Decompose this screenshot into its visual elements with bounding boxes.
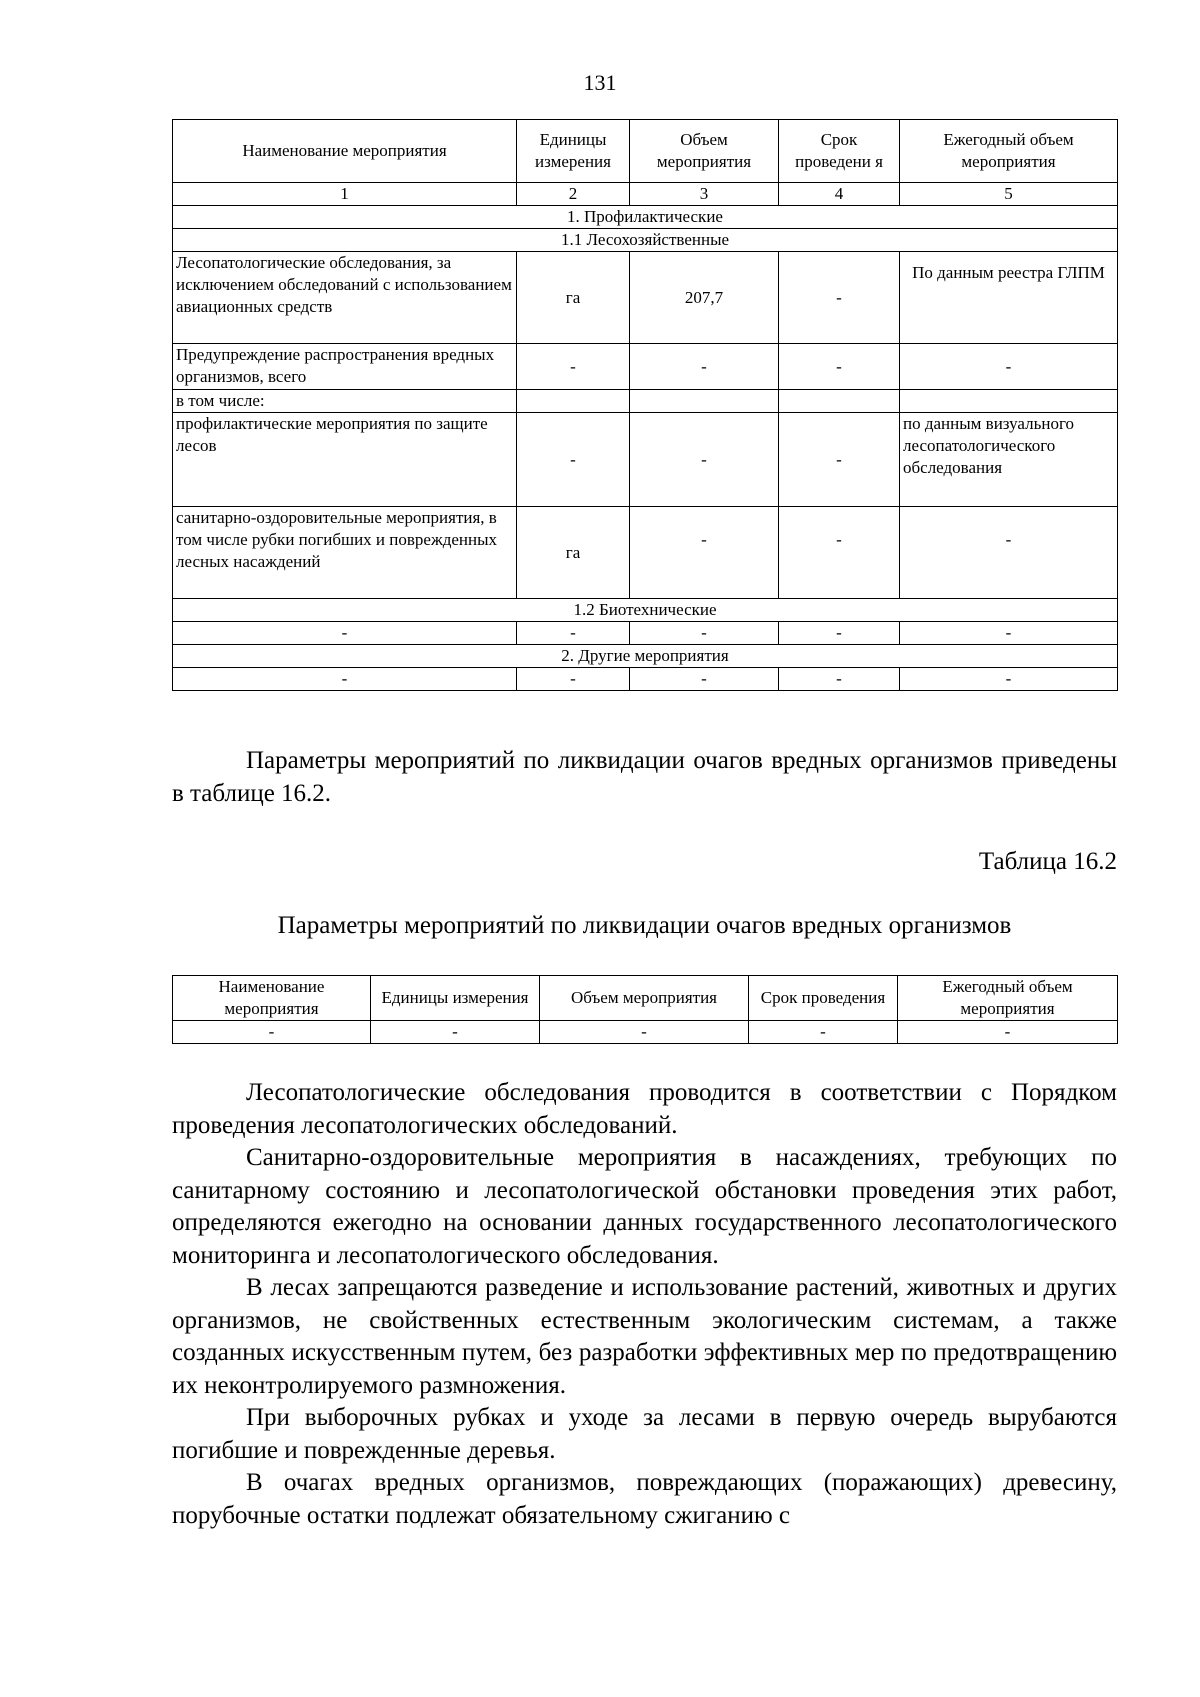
measure-unit: га [517,507,630,599]
table-row [173,413,1118,507]
table-header-row [173,120,1118,183]
measure-volume [630,390,779,413]
table-cell: - [173,1021,371,1044]
header-cell: Объем мероприятия [540,976,749,1021]
table-row [173,390,1118,413]
table-cell: - [540,1021,749,1044]
measure-unit [517,390,630,413]
measure-unit: - [517,413,630,507]
measure-name: санитарно-оздоровительные мероприятия, в том числе рубки погибших и поврежденных лесных насаждений [173,507,517,599]
table-row [173,1021,1118,1044]
table-label: Таблица 16.2 [978,848,1117,875]
table-cell: - [779,622,900,645]
header-cell: Наименование мероприятия [173,120,517,183]
measure-annual: - [900,344,1118,390]
measure-term [779,390,900,413]
intro-paragraph: Параметры мероприятий по ликвидации очагов вредных организмов приведены в таблице 16.2. [172,747,1117,807]
table-cell: - [900,668,1118,691]
header-cell: Объем мероприятия [630,120,779,183]
measure-volume: - [630,344,779,390]
table-cell: - [630,622,779,645]
header-cell: Срок проведени я [779,120,900,183]
header-cell: Ежегодный объем мероприятия [900,120,1118,183]
measure-term: - [779,344,900,390]
table-cell: - [173,668,517,691]
column-number-row [173,183,1118,206]
measure-term: - [779,252,900,344]
table-row [173,252,1118,344]
column-number: 2 [517,183,630,206]
table-row [173,344,1118,390]
column-number: 4 [779,183,900,206]
table-row [173,668,1118,691]
measure-annual: По данным реестра ГЛПМ [900,252,1118,344]
header-cell: Единицы измерения [517,120,630,183]
section-heading: 2. Другие мероприятия [173,645,1118,668]
measure-volume: - [630,413,779,507]
measure-volume: 207,7 [630,252,779,344]
measure-name: Предупреждение распространения вредных организмов, всего [173,344,517,390]
subsection-heading: 1.2 Биотехнические [173,599,1118,622]
measure-volume: - [630,507,779,599]
table-cell: - [371,1021,540,1044]
column-number: 5 [900,183,1118,206]
measure-annual [900,390,1118,413]
page-number: 131 [583,70,617,95]
pest-outbreak-measures-table [172,975,1118,1044]
table-cell: - [779,668,900,691]
body-paragraph: В лесах запрещаются разведение и использование растений, животных и других организмов, не свойственных естественным экологическим системам, а также созданных искусственным путем, без разработки эффективных мер по предотвращению их неконтролируемого размножения. [172,1274,1117,1399]
measure-term: - [779,507,900,599]
measure-term: - [779,413,900,507]
subsection-heading: 1.1 Лесохозяйственные [173,229,1118,252]
body-paragraph: Санитарно-оздоровительные мероприятия в насаждениях, требующих по санитарному состоянию и лесопатологической обстановки проведения этих работ, определяются ежегодно на основании данных государственного лесопатологического мониторинга и лесопатологического обследования. [172,1144,1117,1269]
forest-protection-measures-table [172,119,1118,691]
header-cell: Срок проведения [749,976,898,1021]
measure-name: Лесопатологические обследования, за исключением обследований с использованием авиационных средств [173,252,517,344]
header-cell: Ежегодный объем мероприятия [898,976,1118,1021]
measure-name: профилактические мероприятия по защите лесов [173,413,517,507]
header-cell: Единицы измерения [371,976,540,1021]
body-paragraph: Лесопатологические обследования проводится в соответствии с Порядком проведения лесопатологических обследований. [172,1079,1117,1139]
body-paragraph: В очагах вредных организмов, повреждающих (поражающих) древесину, порубочные остатки подлежат обязательному сжиганию с [172,1469,1117,1529]
table-cell: - [517,668,630,691]
column-number: 1 [173,183,517,206]
header-cell: Наименование мероприятия [173,976,371,1021]
table-cell: - [173,622,517,645]
table-header-row [173,976,1118,1021]
measure-annual: по данным визуального лесопатологического обследования [900,413,1118,507]
measure-annual: - [900,507,1118,599]
table-cell: - [630,668,779,691]
measure-unit: - [517,344,630,390]
measure-name: в том числе: [173,390,517,413]
table-cell: - [900,622,1118,645]
table-cell: - [749,1021,898,1044]
table-cell: - [517,622,630,645]
body-paragraph: При выборочных рубках и уходе за лесами в первую очередь вырубаются погибшие и поврежденные деревья. [172,1404,1117,1464]
column-number: 3 [630,183,779,206]
body-text [172,1077,1117,1532]
table-row [173,622,1118,645]
table-cell: - [898,1021,1118,1044]
table-title: Параметры мероприятий по ликвидации очагов вредных организмов [277,912,1012,939]
measure-unit: га [517,252,630,344]
section-heading: 1. Профилактические [173,206,1118,229]
table-row [173,507,1118,599]
